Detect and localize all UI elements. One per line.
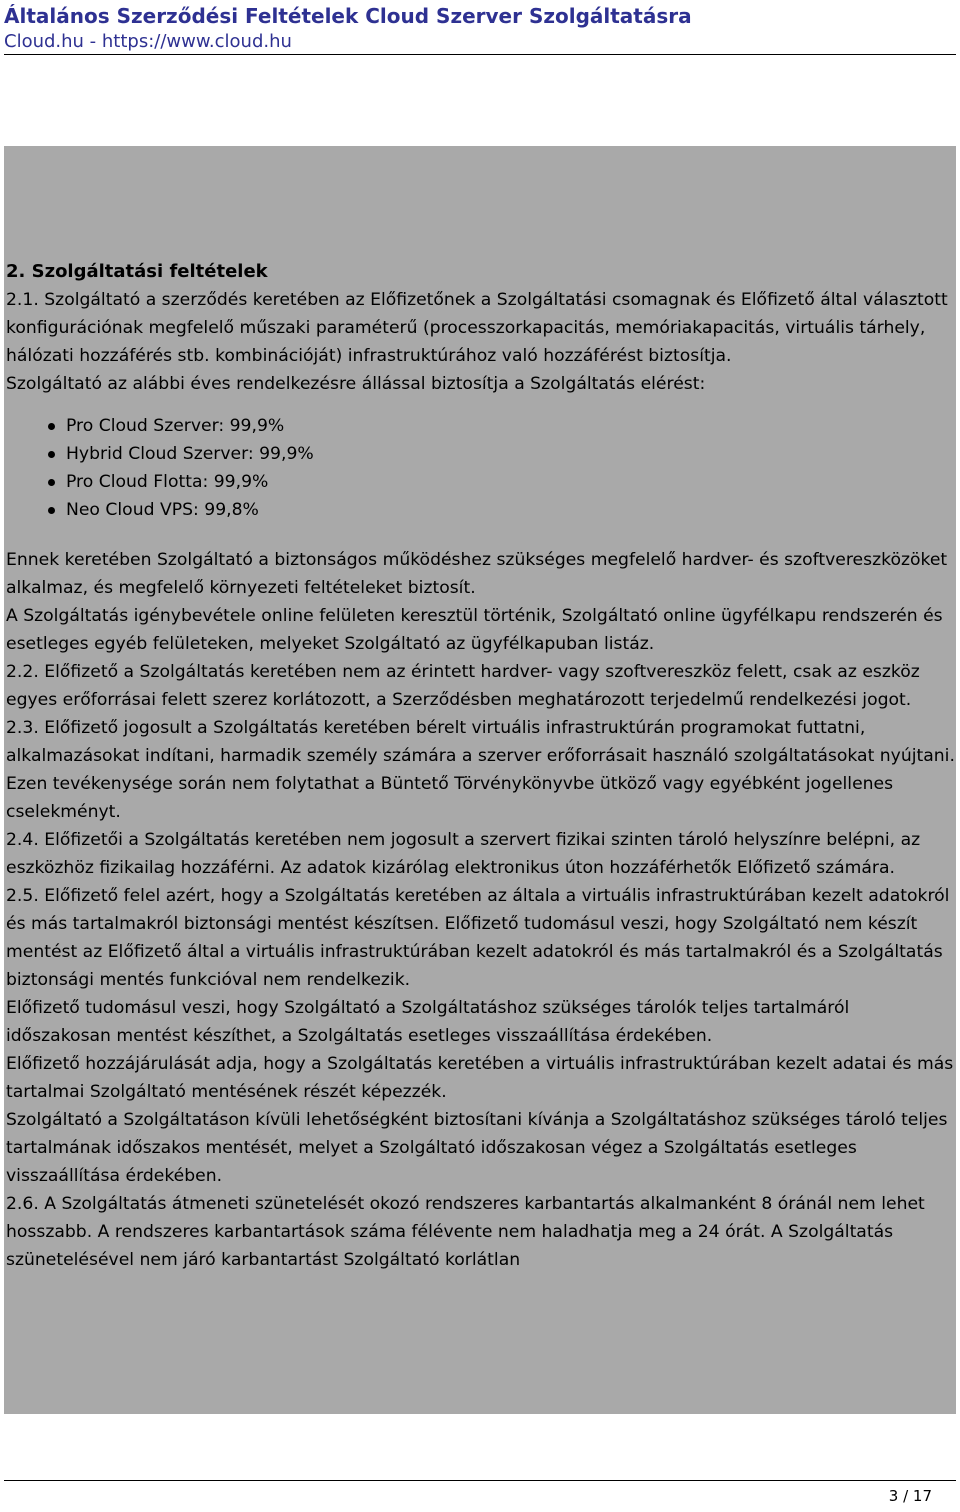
content-block (4, 146, 956, 1414)
section-heading: 2. Szolgáltatási feltételek (6, 261, 268, 282)
content-text (6, 258, 956, 1274)
paragraph-2-1: 2.1. Szolgáltató a szerződés keretében az Előfizetőnek a Szolgáltatási csomagnak és Előfizető által választott konfigurációnak megfelelő műszaki paraméterű (processzorkapacitás, memóriakapacitás, virtuális tárhely, hálózati hozzáférés stb. kombinációját) infrastruktúrához való hozzáférést biztosítja. (6, 290, 948, 366)
list-item (66, 496, 956, 524)
availability-list (6, 412, 956, 524)
paragraph-backup-optional: Szolgáltató a Szolgáltatáson kívüli lehetőségként biztosítani kívánja a Szolgáltatáshoz szükséges tároló teljes tartalmának időszakos mentését, melyet a Szolgáltató időszakosan végez a Szolgáltatás esetleges visszaállítása érdekében. (6, 1110, 948, 1186)
paragraph-backup-consent: Előfizető hozzájárulását adja, hogy a Szolgáltatás keretében a virtuális infrastruktúrában kezelt adatai és más tartalmai Szolgáltató mentésének részét képezzék. (6, 1054, 954, 1102)
footer-divider (4, 1480, 956, 1481)
bullet-icon (48, 423, 55, 430)
list-item-text: Pro Cloud Szerver: 99,9% (66, 416, 285, 436)
paragraph-2-5: 2.5. Előfizető felel azért, hogy a Szolgáltatás keretében az általa a virtuális infrastruktúrában kezelt adatokról és más tartalmakról biztonsági mentést készítsen. Előfizető tudomásul veszi, hogy Szolgáltató nem készít mentést az Előfizető által a virtuális infrastruktúrában kezelt adatokról és más tartalmakról és a Szolgáltatás biztonsági mentés funkcióval nem rendelkezik. (6, 886, 950, 990)
header-divider (4, 54, 956, 55)
document-title: Általános Szerződési Feltételek Cloud Szerver Szolgáltatásra (4, 4, 692, 28)
document-source-url: Cloud.hu - https://www.cloud.hu (4, 31, 292, 52)
paragraph-online-access: A Szolgáltatás igénybevétele online felületen keresztül történik, Szolgáltató online ügyfélkapu rendszerén és esetleges egyéb felületeken, melyeket Szolgáltató az ügyfélkapuban listáz. (6, 606, 943, 654)
list-item (66, 468, 956, 496)
paragraph-2-6: 2.6. A Szolgáltatás átmeneti szünetelését okozó rendszeres karbantartás alkalmanként 8 óránál nem lehet hosszabb. A rendszeres karbantartások száma félévente nem haladhatja meg a 24 órát. A Szolgáltatás szünetelésével nem járó karbantartást Szolgáltató korlátlan (6, 1194, 925, 1270)
page-number: 3 / 17 (888, 1487, 932, 1505)
paragraph-backup-notice: Előfizető tudomásul veszi, hogy Szolgáltató a Szolgáltatáshoz szükséges tárolók teljes tartalmáról időszakosan mentést készíthet, a Szolgáltatás esetleges visszaállítása érdekében. (6, 998, 850, 1046)
list-item (66, 440, 956, 468)
paragraph-hardware: Ennek keretében Szolgáltató a biztonságos működéshez szükséges megfelelő hardver- és szoftvereszközöket alkalmaz, és megfelelő környezeti feltételeket biztosít. (6, 550, 948, 598)
paragraph-2-2: 2.2. Előfizető a Szolgáltatás keretében nem az érintett hardver- vagy szoftvereszköz felett, csak az eszköz egyes erőforrásai felett szerez korlátozott, a Szerződésben meghatározott terjedelmű rendelkezési jogot. (6, 662, 920, 710)
list-item-text: Pro Cloud Flotta: 99,9% (66, 472, 269, 492)
paragraph-availability-intro: Szolgáltató az alábbi éves rendelkezésre állással biztosítja a Szolgáltatás elérést: (6, 374, 706, 394)
list-item (66, 412, 956, 440)
page-header (4, 0, 956, 54)
bullet-icon (48, 507, 55, 514)
paragraph-2-3: 2.3. Előfizető jogosult a Szolgáltatás keretében bérelt virtuális infrastruktúrán programokat futtatni, alkalmazásokat indítani, harmadik személy számára a szerver erőforrásait használó szolgáltatásokat nyújtani. Ezen tevékenysége során nem folytathat a Büntető Törvénykönyvbe ütköző vagy egyébként jogellenes cselekményt. (6, 718, 955, 822)
bullet-icon (48, 451, 55, 458)
bullet-icon (48, 479, 55, 486)
paragraph-2-4: 2.4. Előfizetői a Szolgáltatás keretében nem jogosult a szervert fizikai szinten tároló helyszínre belépni, az eszközhöz fizikailag hozzáférni. Az adatok kizárólag elektronikus úton hozzáférhetők Előfizető számára. (6, 830, 921, 878)
list-item-text: Neo Cloud VPS: 99,8% (66, 500, 259, 520)
list-item-text: Hybrid Cloud Szerver: 99,9% (66, 444, 314, 464)
